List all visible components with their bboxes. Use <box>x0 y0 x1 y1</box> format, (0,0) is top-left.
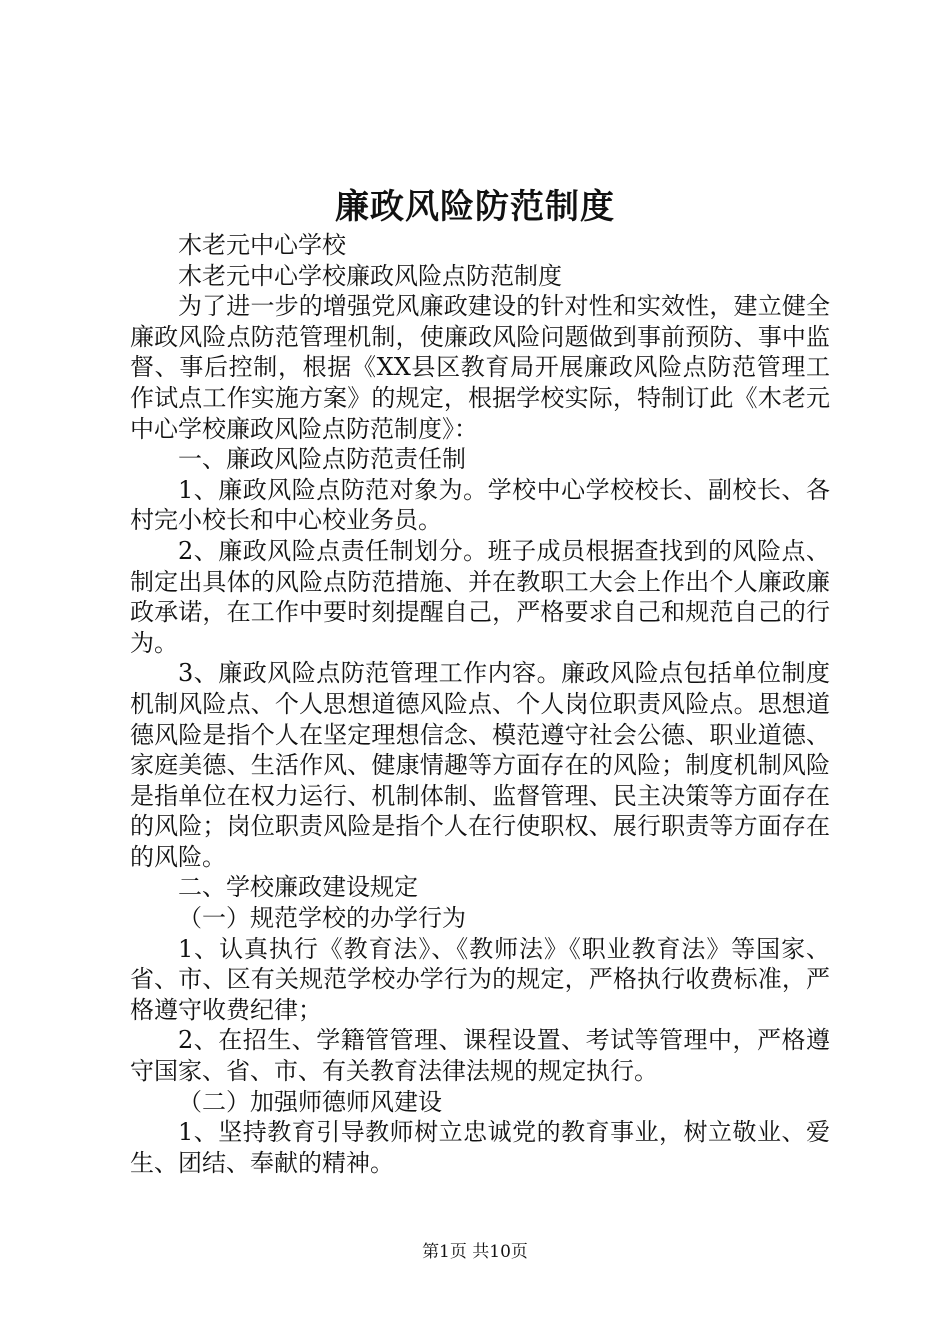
paragraph-subtitle: 木老元中心学校廉政风险点防范制度 <box>178 261 562 290</box>
paragraph-item-2-1-1: 1、认真执行《教育法》、《教师法》《职业教育法》等国家、省、市、区有关规范学校办学行为的规定，严格执行收费标准，严格遵守收费纪律； <box>130 934 830 1024</box>
paragraph-item-2-2-1: 1、坚持教育引导教师树立忠诚党的教育事业，树立敬业、爱生、团结、奉献的精神。 <box>130 1118 830 1177</box>
paragraph-school-name: 木老元中心学校 <box>178 231 346 259</box>
paragraph-item-1-1: 1、廉政风险点防范对象为。学校中心学校校长、副校长、各村完小校长和中心校业务员。 <box>130 475 830 535</box>
section-heading-1: 一、廉政风险点防范责任制 <box>178 445 466 474</box>
subsection-heading-2-1: （一）规范学校的办学行为 <box>178 904 466 933</box>
paragraph-item-1-3: 3、廉政风险点防范管理工作内容。廉政风险点包括单位制度机制风险点、个人思想道德风险点、个人岗位职责风险点。思想道德风险是指个人在坚定理想信念、模范遵守社会公德、职业道德、家庭美德、生活作风、健康情趣等方面存在的风险；制度机制风险是指单位在权力运行、机制体制、监督管理、民主决策等方面存在的风险；岗位职责风险是指个人在行使职权、展行职责等方面存在的风险。 <box>130 659 830 871</box>
section-heading-2: 二、学校廉政建设规定 <box>178 873 418 902</box>
page-number-footer: 第1页 共10页 <box>422 1242 528 1262</box>
subsection-heading-2-2: （二）加强师德师风建设 <box>178 1087 442 1116</box>
document-title: 廉政风险防范制度 <box>335 187 615 227</box>
document-body <box>130 230 830 1178</box>
paragraph-intro: 为了进一步的增强党风廉政建设的针对性和实效性，建立健全廉政风险点防范管理机制，使廉政风险问题做到事前预防、事中监督、事后控制，根据《XX县区教育局开展廉政风险点防范管理工作试点工作实施方案》的规定，根据学校实际，特制订此《木老元中心学校廉政风险点防范制度》： <box>130 292 830 443</box>
paragraph-item-1-2: 2、廉政风险点责任制划分。班子成员根据查找到的风险点、制定出具体的风险点防范措施、并在教职工大会上作出个人廉政廉政承诺，在工作中要时刻提醒自己，严格要求自己和规范自己的行为。 <box>130 536 830 657</box>
paragraph-item-2-1-2: 2、在招生、学籍管管理、课程设置、考试等管理中，严格遵守国家、省、市、有关教育法律法规的规定执行。 <box>130 1026 830 1086</box>
